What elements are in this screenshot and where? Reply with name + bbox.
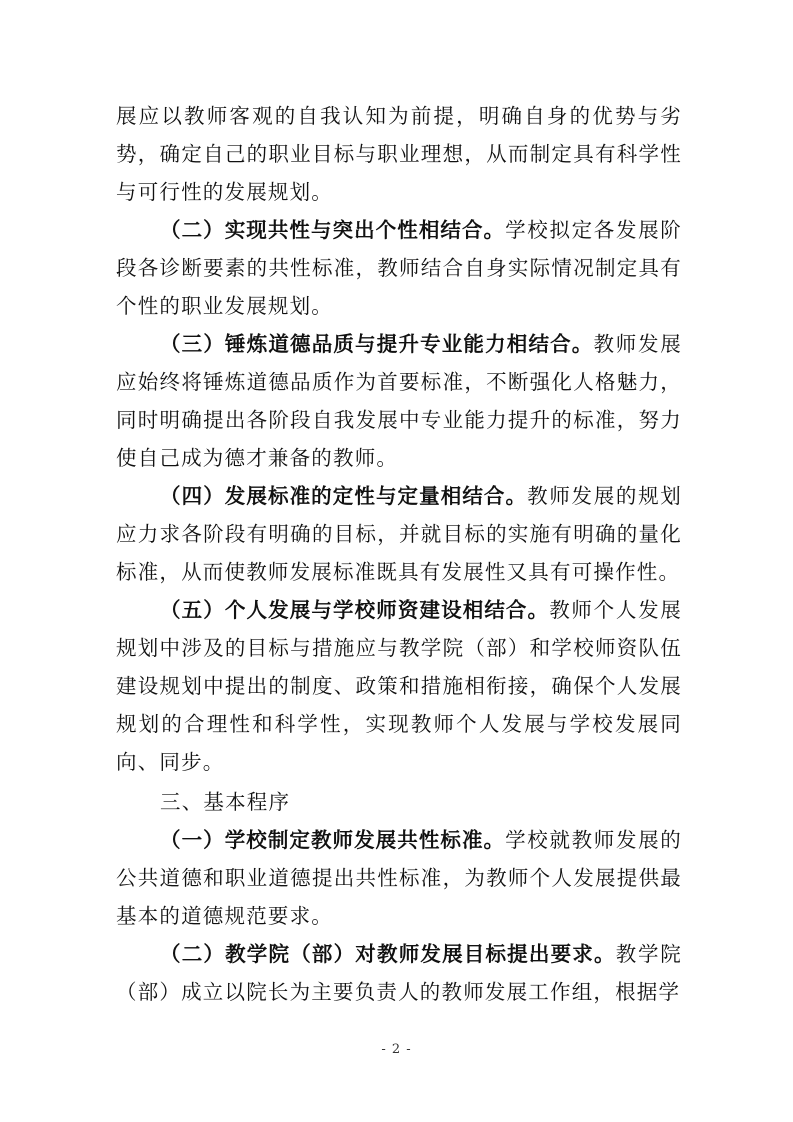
section-paragraph-2 — [116, 935, 682, 1011]
paragraph-text: 教学院（部）成立以院长为主要负责人的教师发展工作组，根据学 — [116, 942, 682, 1004]
paragraph-text: 学校拟定各发展阶段各诊断要素的共性标准，教师结合自身实际情况制定具有个性的职业发展规划。 — [116, 218, 682, 318]
paragraph-1 — [116, 97, 682, 211]
page-number: - 2 - — [381, 1042, 412, 1057]
paragraph-lead: （二）实现共性与突出个性相结合。 — [160, 218, 506, 242]
paragraph-text: 展应以教师客观的自我认知为前提，明确自身的优势与劣势，确定自己的职业目标与职业理想，从而制定具有科学性与可行性的发展规划。 — [116, 104, 682, 204]
paragraph-lead: （二）教学院（部）对教师发展目标提出要求。 — [160, 942, 616, 966]
paragraph-text: 学校就教师发展的公共道德和职业道德提出共性标准，为教师个人发展提供最基本的道德规范要求。 — [116, 828, 682, 928]
paragraph-text: 教师发展的规划应力求各阶段有明确的目标，并就目标的实施有明确的量化标准，从而使教师发展标准既具有发展性又具有可操作性。 — [116, 484, 682, 584]
paragraph-5 — [116, 591, 682, 781]
paragraph-4 — [116, 477, 682, 591]
paragraph-text: 教师个人发展规划中涉及的目标与措施应与教学院（部）和学校师资队伍建设规划中提出的制度、政策和措施相衔接，确保个人发展规划的合理性和科学性，实现教师个人发展与学校发展同向、同步。 — [116, 598, 682, 774]
section-title: 三、基本程序 — [160, 790, 291, 814]
paragraph-lead: （五）个人发展与学校师资建设相结合。 — [160, 598, 550, 622]
paragraph-lead: （一）学校制定教师发展共性标准。 — [160, 828, 506, 852]
paragraph-lead: （三）锤炼道德品质与提升专业能力相结合。 — [160, 332, 594, 356]
section-paragraph-1 — [116, 821, 682, 935]
document-body — [116, 97, 682, 1011]
paragraph-3 — [116, 325, 682, 477]
paragraph-text: 教师发展应始终将锤炼道德品质作为首要标准，不断强化人格魅力，同时明确提出各阶段自我发展中专业能力提升的标准，努力使自己成为德才兼备的教师。 — [116, 332, 682, 470]
paragraph-2 — [116, 211, 682, 325]
paragraph-lead: （四）发展标准的定性与定量相结合。 — [160, 484, 528, 508]
